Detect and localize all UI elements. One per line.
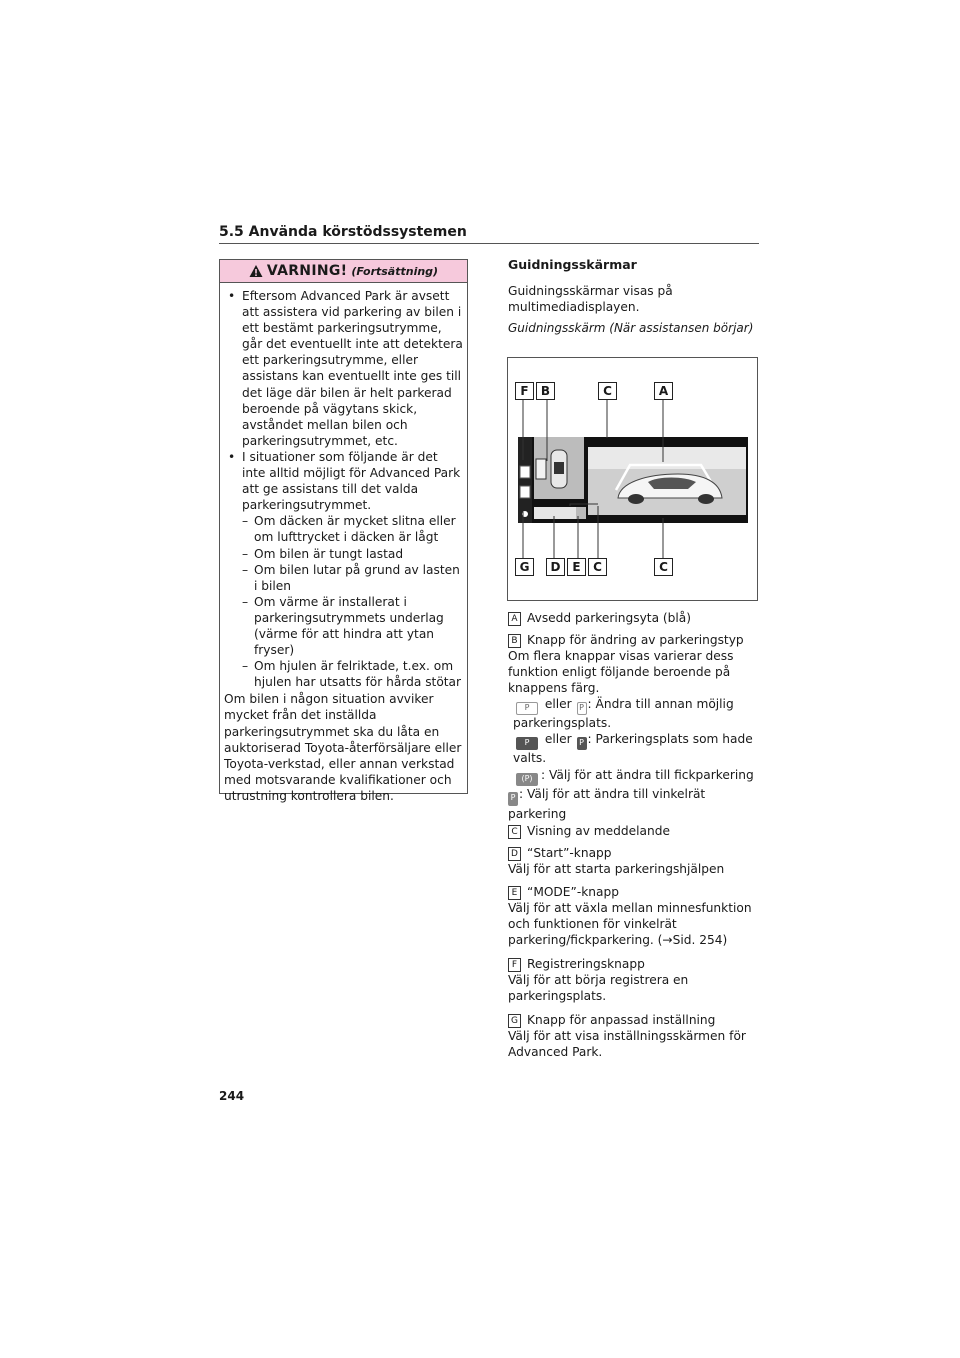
warning-subtitle: (Fortsättning) — [351, 264, 439, 278]
or-text: eller — [544, 697, 572, 712]
item-title: Avsedd parkeringsyta (blå) — [527, 611, 692, 625]
item-desc: Välj för att starta parkeringshjälpen — [508, 862, 725, 877]
warning-closing: Om bilen i någon situation avviker mycket från det inställda parkeringsutrymmet ska du låta en auktoriserad Toyota-återförsäljare eller Toyota-verkstad, eller annan verkstad med motsvarande kvalifikationer och utrustning kontrollera bilen. — [224, 692, 462, 803]
figure-label: C — [588, 558, 607, 576]
figure-bottom-labels-group — [546, 558, 607, 576]
item-key: D — [508, 847, 521, 861]
item-title: Visning av meddelande — [527, 824, 670, 838]
warning-header — [220, 260, 467, 283]
item-a — [508, 610, 760, 626]
warning-dash-item: – Om bilen är tungt lastad — [224, 546, 463, 562]
warning-dash-item: – Om däcken är mycket slitna eller om lufttrycket i däcken är lågt — [224, 513, 463, 545]
item-key: G — [508, 1014, 521, 1028]
item-title: Knapp för ändring av parkeringstyp — [527, 633, 744, 647]
figure-label: B — [536, 382, 555, 400]
figure-label: D — [546, 558, 565, 576]
parking-selected-small-icon: P — [577, 737, 587, 750]
figure-label: G — [515, 558, 534, 576]
page-number: 244 — [219, 1089, 245, 1103]
figure-caption: Guidningsskärm (När assistansen börjar) — [508, 321, 754, 335]
item-g — [508, 1012, 760, 1060]
guide-screen-figure — [507, 357, 758, 601]
item-key: E — [508, 886, 521, 900]
guide-title: Guidningsskärmar — [508, 257, 637, 272]
item-key: C — [508, 825, 521, 839]
parallel-parking-icon: (P) — [516, 773, 538, 786]
item-sub: : Välj för att ändra till vinkelrät parkering — [508, 786, 706, 821]
warning-bullet: • I situationer som följande är det inte alltid möjligt för Advanced Park att ge assistans till det valda parkeringsutrymmet. — [224, 449, 463, 513]
item-key: B — [508, 634, 521, 648]
warning-dash-item: – Om hjulen är felriktade, t.ex. om hjulen har utsatts för hårda stötar — [224, 658, 463, 690]
item-f — [508, 956, 760, 1004]
item-sub: : Ändra till annan möjlig parkeringsplats. — [513, 697, 734, 731]
figure-label: C — [654, 558, 673, 576]
item-sub: : Parkeringsplats som hade valts. — [513, 732, 753, 766]
warning-bullet: • Eftersom Advanced Park är avsett att assistera vid parkering av bilen i ett bestämt parkeringsutrymme, går det eventuellt inte att detektera ett parkeringsutrymme, eller assistans kan eventuellt inte ges till det läge där bilen är helt parkerad beroende på vägytans skick, avståndet mellan bilen och parkeringsutrymmet, etc. — [224, 288, 463, 449]
figure-top-labels-left — [515, 382, 555, 400]
header-divider — [219, 243, 759, 244]
guide-intro: Guidningsskärmar visas på multimediadisplayen. — [508, 284, 673, 315]
parking-selected-icon: P — [516, 737, 538, 750]
item-key: A — [508, 612, 521, 626]
figure-label: F — [515, 382, 534, 400]
section-header: 5.5 Använda körstödssystemen — [219, 224, 467, 240]
warning-box — [219, 259, 468, 803]
item-sub: : Välj för att ändra till fickparkering — [541, 767, 754, 782]
figure-label: C — [598, 382, 617, 400]
item-title: Registreringsknapp — [527, 957, 645, 971]
item-desc: Välj för att visa inställningsskärmen för Advanced Park. — [508, 1029, 746, 1060]
figure-label: E — [567, 558, 586, 576]
warning-title: VARNING! — [266, 263, 348, 279]
parking-alt-small-icon: P — [577, 702, 587, 715]
item-c — [508, 823, 760, 839]
item-desc: Om flera knappar visas varierar dess funktion enligt följande beroende på knappens färg. — [508, 649, 734, 696]
perpendicular-parking-icon: P — [508, 792, 518, 806]
warning-dash-item: – Om värme är installerat i parkeringsutrymmets underlag (värme för att hindra att ytan fryser) — [224, 594, 463, 658]
item-d — [508, 845, 760, 877]
item-desc: Välj för att börja registrera en parkeringsplats. — [508, 973, 689, 1004]
or-text: eller — [544, 732, 572, 747]
parking-alt-icon: P — [516, 702, 538, 715]
item-title: Knapp för anpassad inställning — [527, 1013, 716, 1027]
item-desc: Välj för att växla mellan minnesfunktion och funktionen för vinkelrät parkering/fickparkering. (→Sid. 254) — [508, 901, 752, 948]
warning-dash-item: – Om bilen lutar på grund av lasten i bilen — [224, 562, 463, 594]
item-title: “MODE”-knapp — [527, 885, 619, 899]
item-e — [508, 884, 760, 948]
figure-label: A — [654, 382, 673, 400]
warning-triangle-icon — [249, 264, 263, 278]
item-title: “Start”-knapp — [527, 846, 612, 860]
item-b — [508, 632, 760, 822]
warning-body — [220, 283, 467, 804]
item-key: F — [508, 958, 521, 972]
